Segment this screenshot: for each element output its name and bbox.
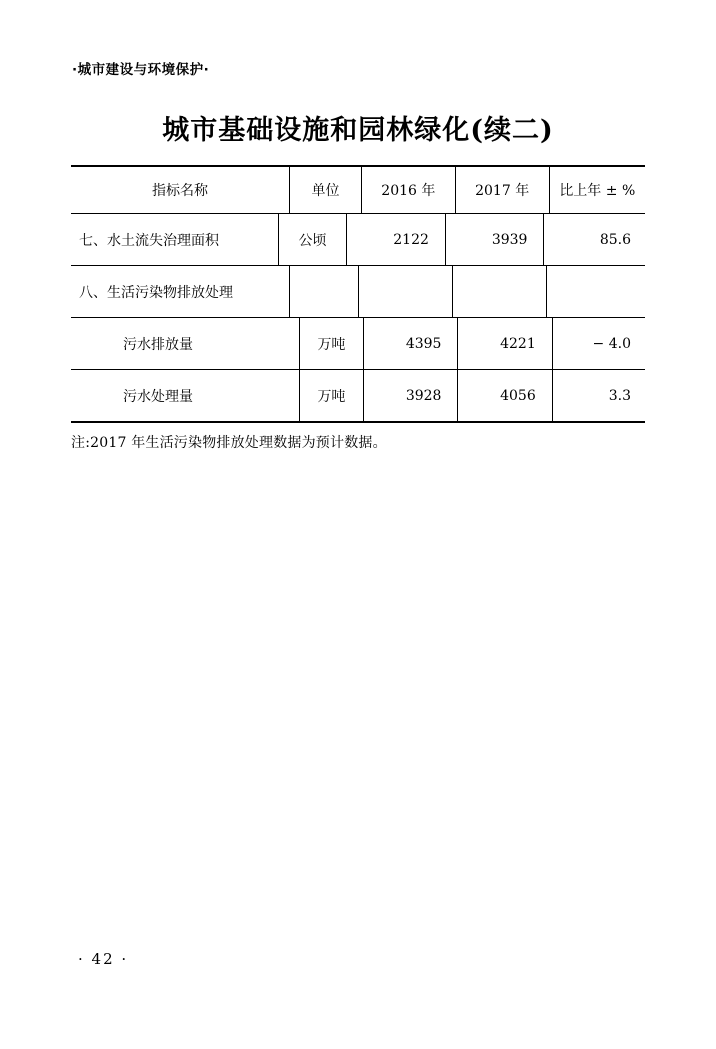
header-year-2017: 2017 年 <box>455 167 549 213</box>
header-indicator: 指标名称 <box>71 167 290 213</box>
cell-indicator: 污水处理量 <box>71 370 299 421</box>
cell-change: 85.6 <box>544 214 645 265</box>
cell-year-2017: 3939 <box>445 214 544 265</box>
cell-year-2016: 2122 <box>347 214 446 265</box>
table-header-row <box>71 167 645 213</box>
cell-year-2016: 4395 <box>364 318 458 369</box>
table-row <box>71 266 645 317</box>
cell-unit: 公顷 <box>278 214 347 265</box>
cell-unit <box>290 266 359 317</box>
cell-change: − 4.0 <box>552 318 645 369</box>
statistics-table-body <box>71 318 645 369</box>
cell-indicator: 污水排放量 <box>71 318 299 369</box>
table-row <box>71 318 645 369</box>
cell-year-2017: 4221 <box>458 318 552 369</box>
cell-change: 3.3 <box>552 370 645 421</box>
running-head: ·城市建设与环境保护· <box>72 62 210 78</box>
header-change: 比上年 ± % <box>549 167 645 213</box>
table-note: 注:2017 年生活污染物排放处理数据为预计数据。 <box>71 435 387 451</box>
statistics-table-body <box>71 214 645 265</box>
statistics-table <box>71 167 645 213</box>
table-row <box>71 370 645 421</box>
cell-year-2016 <box>358 266 452 317</box>
cell-indicator: 八、生活污染物排放处理 <box>71 266 290 317</box>
cell-indicator: 七、水土流失治理面积 <box>71 214 278 265</box>
cell-change <box>547 266 645 317</box>
header-year-2016: 2016 年 <box>361 167 455 213</box>
page-title: 城市基础设施和园林绿化(续二) <box>162 115 554 146</box>
page-number: · 42 · <box>78 950 129 968</box>
statistics-table-body <box>71 370 645 421</box>
statistics-table-body <box>71 266 645 317</box>
statistics-table-container <box>71 165 645 423</box>
cell-year-2016: 3928 <box>364 370 458 421</box>
cell-unit: 万吨 <box>299 370 363 421</box>
cell-unit: 万吨 <box>299 318 363 369</box>
cell-year-2017: 4056 <box>458 370 552 421</box>
table-row <box>71 214 645 265</box>
table-bottom-rule <box>71 421 645 423</box>
header-unit: 单位 <box>290 167 362 213</box>
cell-year-2017 <box>452 266 546 317</box>
